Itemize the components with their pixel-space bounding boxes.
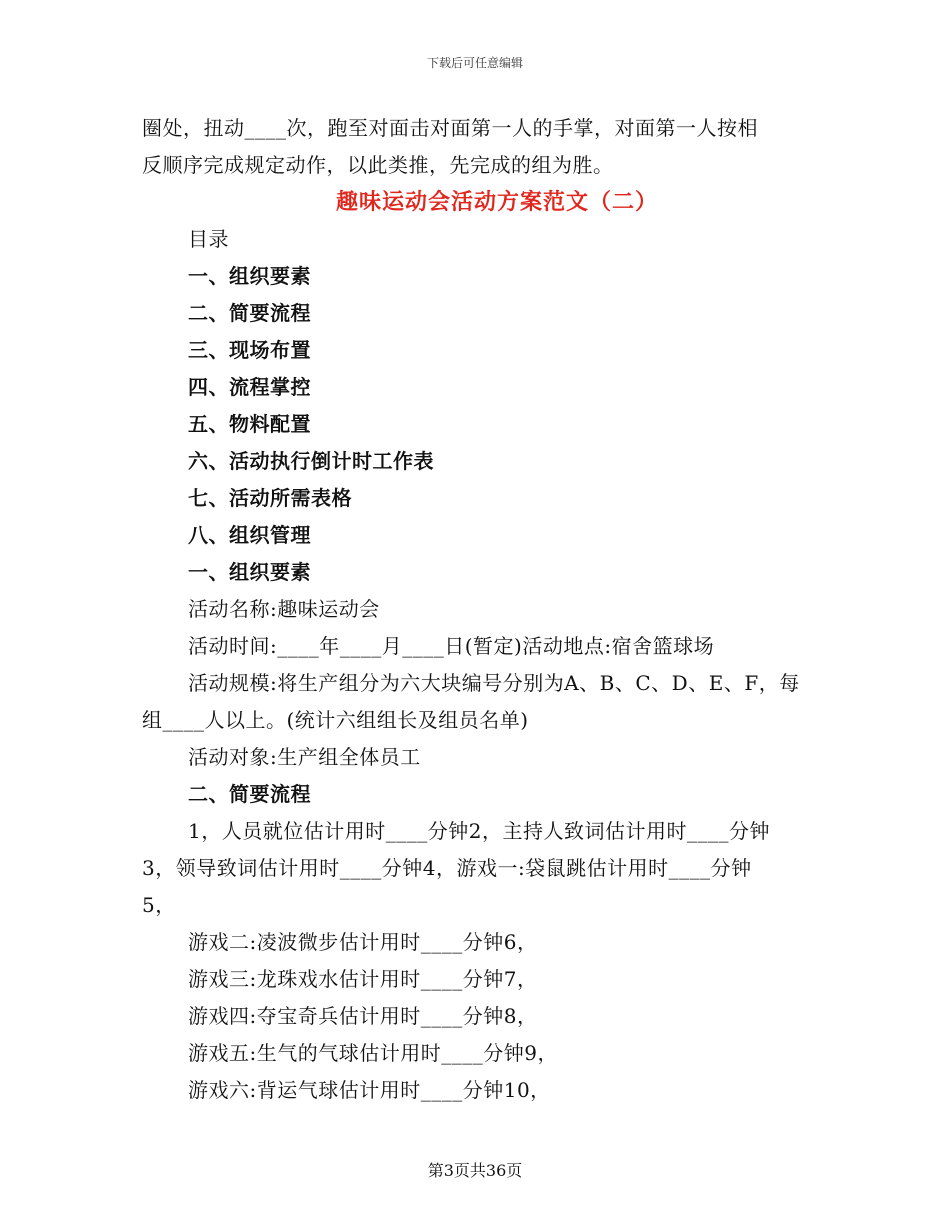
toc-item: 二、简要流程 xyxy=(188,301,311,325)
document-title: 趣味运动会活动方案范文（二） xyxy=(335,189,658,215)
game-line: 游戏二:凌波微步估计用时____分钟6， xyxy=(188,930,538,954)
activity-name: 活动名称:趣味运动会 xyxy=(188,597,380,621)
activity-time: 活动时间:____年____月____日(暂定)活动地点:宿舍篮球场 xyxy=(188,634,715,658)
toc-item: 六、活动执行倒计时工作表 xyxy=(188,449,434,473)
page-number: 第3页共36页 xyxy=(427,1161,523,1180)
page-content xyxy=(142,110,812,1109)
toc-item: 八、组织管理 xyxy=(188,523,311,547)
game-line: 游戏五:生气的气球估计用时____分钟9， xyxy=(188,1041,558,1065)
toc-heading: 目录 xyxy=(188,227,229,251)
toc-item: 四、流程掌控 xyxy=(188,375,311,399)
game-line: 游戏六:背运气球估计用时____分钟10， xyxy=(188,1078,551,1102)
activity-scale-line1: 活动规模:将生产组分为六大块编号分别为A、B、C、D、E、F，每 xyxy=(188,671,800,695)
flow-line: 1，人员就位估计用时____分钟2，主持人致词估计用时____分钟 xyxy=(188,819,770,843)
toc-item: 五、物料配置 xyxy=(188,412,311,436)
toc-item: 三、现场布置 xyxy=(188,338,311,362)
toc-item: 七、活动所需表格 xyxy=(188,486,352,510)
toc-item: 一、组织要素 xyxy=(188,264,311,288)
section-heading: 一、组织要素 xyxy=(188,560,311,584)
section-heading: 二、简要流程 xyxy=(188,782,311,806)
flow-line: 3，领导致词估计用时____分钟4，游戏一:袋鼠跳估计用时____分钟 xyxy=(142,856,752,880)
game-line: 游戏四:夺宝奇兵估计用时____分钟8， xyxy=(188,1004,538,1028)
activity-target: 活动对象:生产组全体员工 xyxy=(188,745,421,769)
game-line: 游戏三:龙珠戏水估计用时____分钟7， xyxy=(188,967,538,991)
paragraph-line: 圈处，扭动____次，跑至对面击对面第一人的手掌，对面第一人按相 xyxy=(142,116,758,140)
activity-scale-line2: 组____人以上。(统计六组组长及组员名单) xyxy=(142,708,529,732)
paragraph-line: 反顺序完成规定动作，以此类推，先完成的组为胜。 xyxy=(142,153,614,177)
flow-line: 5， xyxy=(142,893,176,917)
header-note: 下载后可任意编辑 xyxy=(426,56,523,70)
